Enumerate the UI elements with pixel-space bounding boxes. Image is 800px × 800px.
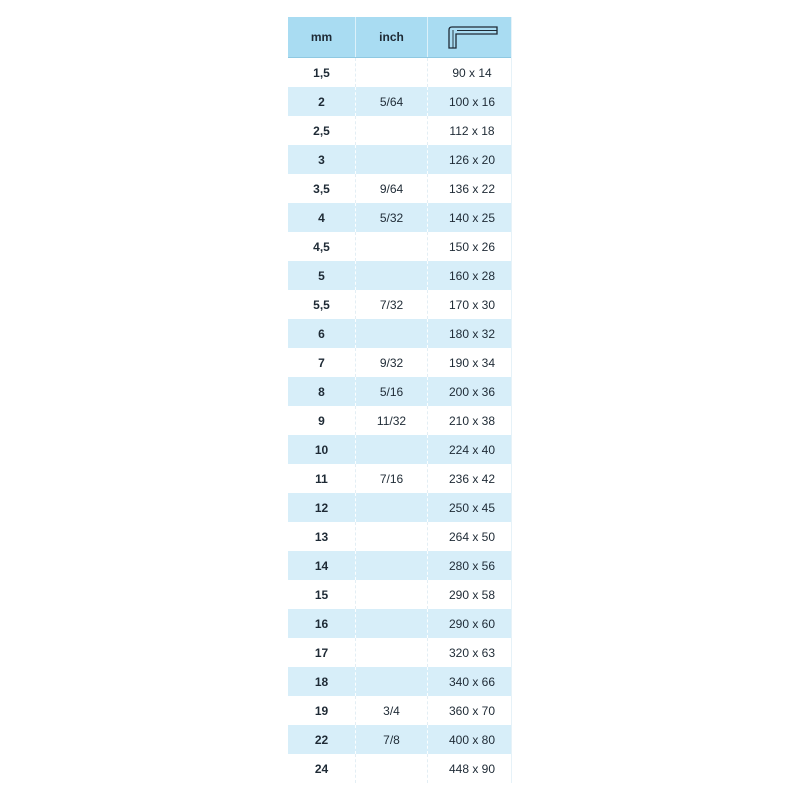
table-row bbox=[288, 377, 512, 406]
cell-inch bbox=[356, 493, 428, 522]
hex-key-icon bbox=[428, 17, 512, 57]
cell-size: 264 x 50 bbox=[448, 529, 496, 544]
cell-inch: 11/32 bbox=[356, 406, 428, 435]
cell-inch bbox=[356, 145, 428, 174]
cell-inch bbox=[356, 754, 428, 783]
cell-mm: 2 bbox=[288, 87, 356, 116]
cell-mm: 5,5 bbox=[288, 290, 356, 319]
cell-inch bbox=[356, 116, 428, 145]
table-row bbox=[288, 522, 512, 551]
cell-mm: 5 bbox=[288, 261, 356, 290]
table-row bbox=[288, 551, 512, 580]
cell-size: 360 x 70 bbox=[448, 703, 496, 718]
cell-inch: 9/32 bbox=[356, 348, 428, 377]
cell-inch bbox=[356, 261, 428, 290]
cell-size: 170 x 30 bbox=[448, 297, 496, 312]
cell-size: 190 x 34 bbox=[448, 355, 496, 370]
cell-size: 112 x 18 bbox=[449, 123, 495, 138]
cell-mm: 6 bbox=[288, 319, 356, 348]
table-row bbox=[288, 203, 512, 232]
header-mm: mm bbox=[288, 17, 356, 57]
table-row bbox=[288, 406, 512, 435]
cell-size: 126 x 20 bbox=[448, 152, 496, 167]
hex-key-size-table bbox=[288, 17, 512, 783]
header-inch: inch bbox=[356, 17, 428, 57]
table-row bbox=[288, 754, 512, 783]
table-row bbox=[288, 290, 512, 319]
cell-size: 136 x 22 bbox=[448, 181, 496, 196]
table-row bbox=[288, 232, 512, 261]
cell-mm: 22 bbox=[288, 725, 356, 754]
table-body bbox=[288, 58, 512, 783]
cell-inch: 5/32 bbox=[356, 203, 428, 232]
cell-size: 320 x 63 bbox=[448, 645, 496, 660]
cell-size: 290 x 60 bbox=[448, 616, 496, 631]
cell-mm: 7 bbox=[288, 348, 356, 377]
cell-inch: 5/64 bbox=[356, 87, 428, 116]
cell-mm: 16 bbox=[288, 609, 356, 638]
cell-inch bbox=[356, 580, 428, 609]
cell-mm: 2,5 bbox=[288, 116, 356, 145]
cell-mm: 19 bbox=[288, 696, 356, 725]
table-row bbox=[288, 261, 512, 290]
table-row bbox=[288, 58, 512, 87]
cell-inch bbox=[356, 638, 428, 667]
table-row bbox=[288, 609, 512, 638]
cell-inch: 7/16 bbox=[356, 464, 428, 493]
cell-mm: 10 bbox=[288, 435, 356, 464]
cell-mm: 12 bbox=[288, 493, 356, 522]
table-row bbox=[288, 319, 512, 348]
table-row bbox=[288, 464, 512, 493]
cell-size: 290 x 58 bbox=[448, 587, 496, 602]
hex-key-icon-svg bbox=[443, 24, 501, 50]
cell-size: 210 x 38 bbox=[448, 413, 496, 428]
table-edge bbox=[511, 17, 512, 783]
table-row bbox=[288, 145, 512, 174]
table-row bbox=[288, 116, 512, 145]
cell-size: 90 x 14 bbox=[452, 65, 492, 80]
cell-inch: 3/4 bbox=[356, 696, 428, 725]
cell-mm: 3 bbox=[288, 145, 356, 174]
cell-mm: 4,5 bbox=[288, 232, 356, 261]
cell-inch bbox=[356, 435, 428, 464]
table-row bbox=[288, 580, 512, 609]
cell-mm: 1,5 bbox=[288, 58, 356, 87]
table-row bbox=[288, 638, 512, 667]
table-row bbox=[288, 348, 512, 377]
cell-size: 180 x 32 bbox=[448, 326, 496, 341]
cell-mm: 15 bbox=[288, 580, 356, 609]
cell-inch bbox=[356, 609, 428, 638]
cell-size: 100 x 16 bbox=[448, 94, 496, 109]
cell-inch bbox=[356, 522, 428, 551]
cell-size: 150 x 26 bbox=[448, 239, 496, 254]
table-row bbox=[288, 87, 512, 116]
cell-size: 250 x 45 bbox=[448, 500, 496, 515]
table-header bbox=[288, 17, 512, 58]
cell-inch: 5/16 bbox=[356, 377, 428, 406]
cell-inch: 9/64 bbox=[356, 174, 428, 203]
cell-inch bbox=[356, 58, 428, 87]
cell-size: 224 x 40 bbox=[448, 442, 496, 457]
cell-size: 200 x 36 bbox=[448, 384, 496, 399]
cell-mm: 4 bbox=[288, 203, 356, 232]
cell-inch bbox=[356, 319, 428, 348]
table-row bbox=[288, 725, 512, 754]
cell-inch bbox=[356, 232, 428, 261]
cell-inch: 7/8 bbox=[356, 725, 428, 754]
cell-mm: 9 bbox=[288, 406, 356, 435]
table-row bbox=[288, 435, 512, 464]
cell-mm: 17 bbox=[288, 638, 356, 667]
cell-mm: 11 bbox=[288, 464, 356, 493]
cell-inch bbox=[356, 551, 428, 580]
cell-size: 448 x 90 bbox=[448, 761, 496, 776]
table-row bbox=[288, 493, 512, 522]
cell-mm: 13 bbox=[288, 522, 356, 551]
table-row bbox=[288, 174, 512, 203]
cell-inch: 7/32 bbox=[356, 290, 428, 319]
cell-mm: 18 bbox=[288, 667, 356, 696]
cell-mm: 14 bbox=[288, 551, 356, 580]
cell-inch bbox=[356, 667, 428, 696]
cell-size: 236 x 42 bbox=[448, 471, 496, 486]
cell-size: 160 x 28 bbox=[448, 268, 496, 283]
cell-size: 140 x 25 bbox=[448, 210, 496, 225]
cell-mm: 8 bbox=[288, 377, 356, 406]
cell-mm: 24 bbox=[288, 754, 356, 783]
cell-mm: 3,5 bbox=[288, 174, 356, 203]
table-row bbox=[288, 667, 512, 696]
table-row bbox=[288, 696, 512, 725]
cell-size: 280 x 56 bbox=[448, 558, 496, 573]
cell-size: 400 x 80 bbox=[448, 732, 496, 747]
cell-size: 340 x 66 bbox=[448, 674, 496, 689]
